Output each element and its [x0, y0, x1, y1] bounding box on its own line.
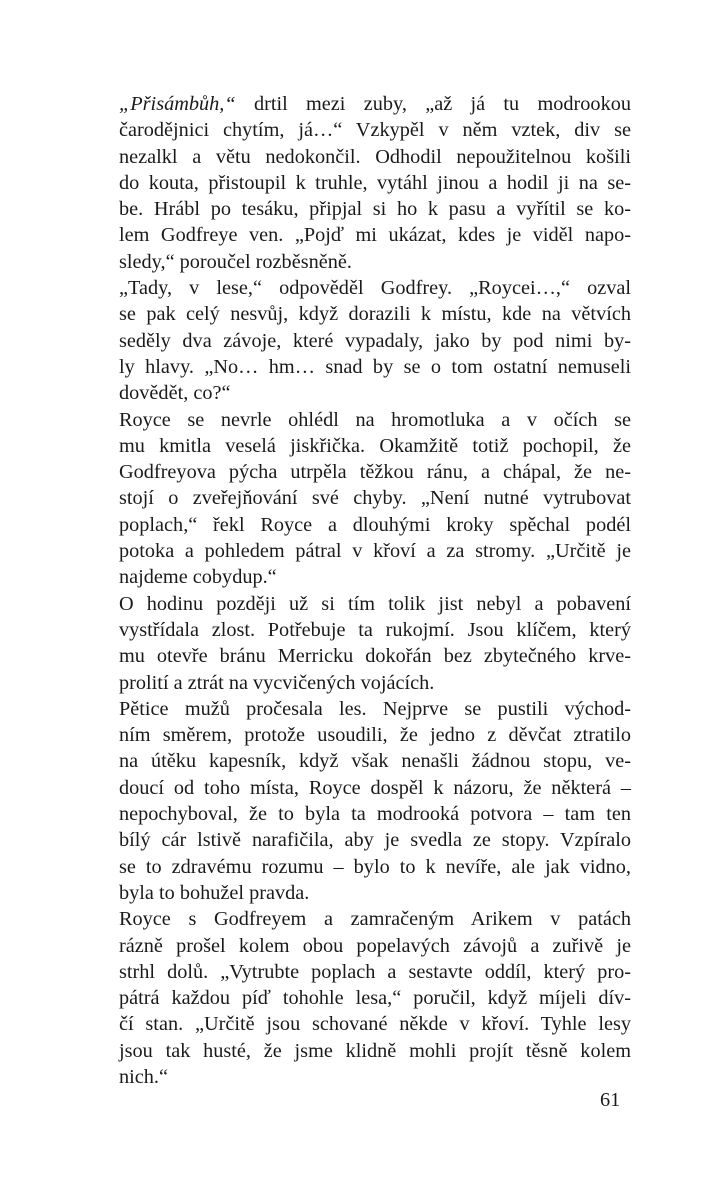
- text-line: mu kmitla veselá jiskřička. Okamžitě totiž pochopil, že: [119, 434, 631, 457]
- text-line: lem Godfreye ven. „Pojď mi ukázat, kdes je viděl napo-: [119, 224, 631, 247]
- text-line: strhl dolů. „Vytrubte poplach a sestavte oddíl, který pro-: [119, 960, 631, 983]
- text-line: bílý cár lstivě narafičila, aby je svedla ze stopy. Vzpíralo: [119, 829, 631, 852]
- text-line: na útěku kapesník, když však nenašli žádnou stopu, ve-: [119, 750, 631, 773]
- paragraph: [119, 275, 631, 406]
- text-line: jsou tak husté, že jsme klidně mohli projít těsně kolem: [119, 1039, 631, 1062]
- text-line: Pětice mužů pročesala les. Nejprve se pustili východ-: [119, 697, 631, 720]
- text-line: čí stan. „Určitě jsou schované někde v křoví. Tyhle lesy: [119, 1013, 631, 1036]
- text-line: sledy,“ poroučel rozběsněně.: [119, 250, 352, 273]
- text-line: najdeme cobydup.“: [119, 566, 277, 589]
- paragraph: [119, 407, 631, 591]
- text-line: byla to bohužel pravda.: [119, 881, 310, 904]
- lead-italic: „Přisámbůh,“: [119, 93, 236, 115]
- text-line: stojí o zveřejňování své chyby. „Není nutné vytrubovat: [119, 487, 631, 510]
- text-line: ním směrem, protože usoudili, že jedno z děvčat ztratilo: [119, 724, 631, 747]
- text-line: prolití a ztrát na vycvičených vojácích.: [119, 671, 435, 694]
- text-line: se to zdravému rozumu – bylo to k nevíře, ale jak vidno,: [119, 855, 631, 878]
- text-line: Royce s Godfreyem a zamračeným Arikem v patách: [119, 908, 631, 931]
- text-line: potoka a pohledem pátral v křoví a za stromy. „Určitě je: [119, 540, 631, 563]
- text-line: [119, 91, 631, 117]
- text-line: poplach,“ řekl Royce a dlouhými kroky spěchal podél: [119, 513, 631, 536]
- text-line: mu otevře bránu Merricku dokořán bez zbytečného krve-: [119, 645, 631, 668]
- text-line: Godfreyova pýcha utrpěla těžkou ránu, a chápal, že ne-: [119, 461, 631, 484]
- text-line: ly hlavy. „No… hm… snad by se o tom ostatní nemuseli: [119, 355, 631, 378]
- text-line: seděly dva závoje, které vypadaly, jako by pod nimi by-: [119, 329, 631, 352]
- text-line-rest: drtil mezi zuby, „až já tu modrookou: [235, 93, 631, 115]
- text-line: dovědět, co?“: [119, 382, 231, 405]
- text-line: do kouta, přistoupil k truhle, vytáhl jinou a hodil ji na se-: [119, 171, 631, 194]
- text-line: se pak celý nesvůj, když dorazili k místu, kde na větvích: [119, 303, 631, 326]
- text-line: nich.“: [119, 1065, 168, 1088]
- page-number: 61: [600, 1089, 621, 1111]
- text-line: Royce se nevrle ohlédl na hromotluka a v očích se: [119, 408, 631, 431]
- text-line: nepochyboval, že to byla ta modrooká potvora – tam ten: [119, 803, 631, 826]
- text-line: vystřídala zlost. Potřebuje ta rukojmí. Jsou klíčem, který: [119, 618, 631, 641]
- paragraph: [119, 91, 631, 275]
- text-line: O hodinu později už si tím tolik jist nebyl a pobavení: [119, 592, 631, 615]
- text-line: čarodějnici chytím, já…“ Vzkypěl v něm vztek, div se: [119, 119, 631, 142]
- paragraph: [119, 906, 631, 1090]
- page-body: [119, 91, 631, 1090]
- text-line: rázně prošel kolem obou popelavých závojů a zuřivě je: [119, 934, 631, 957]
- paragraph: [119, 696, 631, 906]
- text-line: „Tady, v lese,“ odpověděl Godfrey. „Roycei…,“ ozval: [119, 277, 631, 300]
- text-line: pátrá každou píď tohohle lesa,“ poručil, když míjeli dív-: [119, 987, 631, 1010]
- text-line: nezalkl a větu nedokončil. Odhodil nepoužitelnou košili: [119, 145, 631, 168]
- text-line: be. Hrábl po tesáku, připjal si ho k pasu a vyřítil se ko-: [119, 198, 631, 221]
- text-line: doucí od toho místa, Royce dospěl k názoru, že některá –: [119, 776, 631, 799]
- paragraph: [119, 591, 631, 696]
